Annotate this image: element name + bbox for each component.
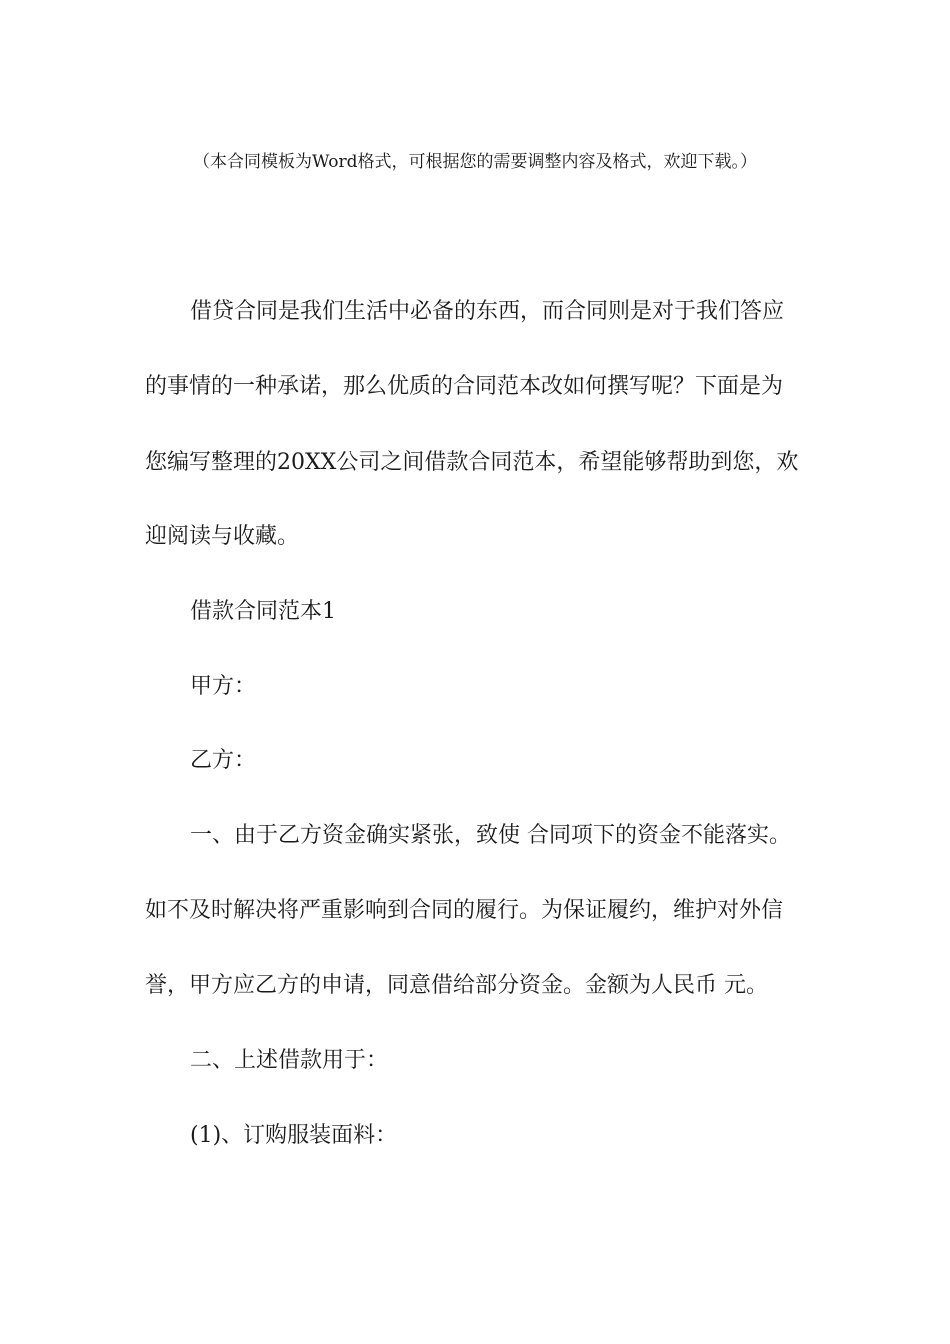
clause-two-item-1: (1)、订购服装面料：: [190, 1123, 398, 1148]
section-title: 借款合同范本1: [190, 599, 336, 624]
party-b-label: 乙方：: [190, 748, 257, 773]
intro-line-2: 的事情的一种承诺，那么优质的合同范本改如何撰写呢？下面是为: [145, 374, 784, 399]
clause-one-line-3: 誉，甲方应乙方的申请，同意借给部分资金。金额为人民币 元。: [145, 973, 768, 998]
intro-line-4: 迎阅读与收藏。: [145, 524, 300, 549]
clause-two-heading: 二、上述借款用于：: [190, 1048, 389, 1073]
intro-line-3: 您编写整理的20XX公司之间借款合同范本，希望能够帮助到您，欢: [145, 450, 799, 475]
template-note: （本合同模板为Word格式，可根据您的需要调整内容及格式，欢迎下载。）: [192, 152, 758, 172]
clause-one-line-2: 如不及时解决将严重影响到合同的履行。为保证履约，维护对外信: [145, 898, 784, 923]
intro-line-1: 借贷合同是我们生活中必备的东西，而合同则是对于我们答应: [190, 299, 785, 324]
clause-one-line-1: 一、由于乙方资金确实紧张，致使 合同项下的资金不能落实。: [190, 823, 791, 848]
party-a-label: 甲方：: [190, 674, 257, 699]
